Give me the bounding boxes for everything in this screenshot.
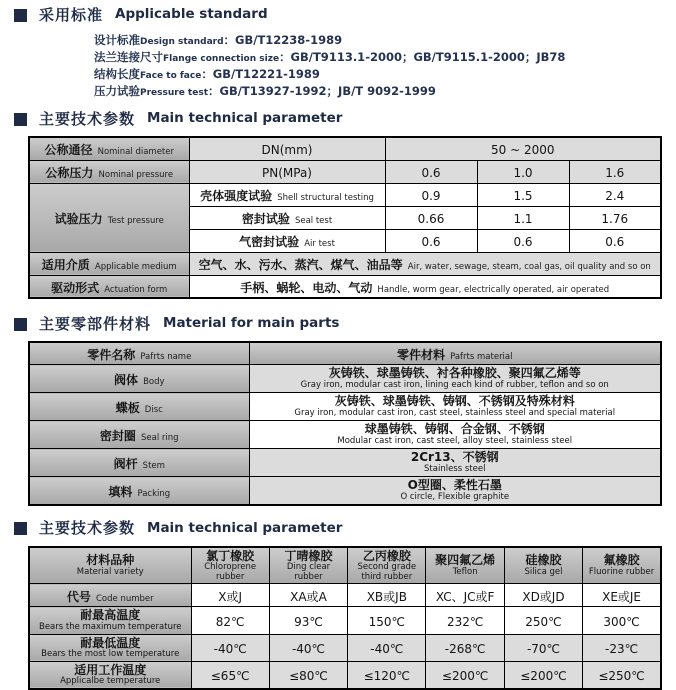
row-label-zh: 公称压力 [45,166,94,180]
header-zh: 丁晴橡胶 [284,548,333,563]
row-label [29,275,189,298]
row-label-zh: 耐最高温度 [80,608,141,623]
header-en: Teflon [452,566,478,577]
row-label-en: Applicalbe temperature [60,676,161,687]
section-marker-icon [14,113,27,126]
value-cell [269,607,347,634]
value-text: ≤120℃ [363,669,411,684]
header-en: Chloroprene rubber [204,561,257,582]
value-text: XB或JB [366,589,407,604]
row-label [29,365,249,393]
value-text: 1.1 [513,212,533,226]
value-text: -23℃ [605,642,639,657]
heading-en: Material for main parts [163,315,340,332]
standard-value: ：GB/T13927-1992；JB/T 9092-1999 [208,84,436,98]
value-cell [426,661,504,689]
value-text: 250℃ [525,615,562,629]
value-text: 232℃ [446,615,484,629]
row-label-en: Disc [144,405,163,415]
value-cell [504,584,582,607]
row-label-zh: 填料 [108,484,133,499]
value-text: XA或A [290,589,327,604]
heading-zh: 主要零部件材料 [39,314,152,333]
value-text: 1.6 [605,166,625,180]
header-cell-nitrile [269,547,347,584]
value-cell [385,229,477,252]
value-cell [426,607,504,634]
table-row-packing [29,477,661,505]
value-cell [385,206,477,229]
table-row-code-number [29,584,661,607]
header-cell-epdm [348,547,426,584]
value-text: XD或JD [522,589,565,604]
value-cell [249,449,661,477]
value-cell [348,661,426,689]
value-cell [569,183,661,206]
value-cell [477,206,569,229]
standard-value: ：GB/T9113.1-2000；GB/T9115.1-2000；JB78 [279,50,566,64]
table-row-applicable-medium [29,252,661,275]
param-zh: 密封试验 [241,212,290,226]
value-cell [569,229,661,252]
param-cell [189,229,385,252]
row-label-en: Seal ring [141,433,179,443]
row-label-en: Nominal diameter [97,147,174,158]
header-cell-teflon [426,547,504,584]
value-text: 0.66 [417,212,445,226]
heading-en: Main technical parameter [147,110,343,127]
value-text: 300℃ [603,615,640,629]
standard-line [94,83,662,100]
row-label-en: Packing [137,488,171,499]
row-label [29,183,189,252]
header-cell-fluorine [583,547,661,584]
header-en: Second grade third rubber [357,561,417,582]
value-cell [249,421,661,449]
header-zh: 材料品种 [86,553,135,568]
row-label-zh: 阀体 [113,373,138,387]
value-cell [504,634,582,661]
row-label-zh: 代号 [66,589,91,604]
standard-label-zh: 压力试验 [94,84,140,98]
value-zh: O型圈、柔性石墨 [407,478,502,493]
standard-label-en: Design standard [140,37,224,47]
row-label-zh: 试验压力 [54,212,103,226]
value-en: O circle, Flexible graphite [400,491,510,502]
value-cell [504,661,582,689]
technical-parameter-table [28,136,662,299]
value-en: Modular cast iron, cast steel, alloy steel, stainless steel [337,435,573,446]
value-text: -40℃ [291,642,326,657]
header-cell-material-variety [29,547,191,584]
param-zh: 壳体强度试验 [200,189,273,203]
value-cell [504,607,582,634]
value-text: XC、JC或F [435,589,495,604]
table-row-shell-test [29,183,661,206]
row-label-zh: 适用介质 [41,258,90,272]
heading-zh: 采用标准 [39,5,104,24]
row-label-zh: 适用工作温度 [74,662,147,677]
value-text: 150℃ [368,615,406,629]
table-row-seal-ring [29,421,661,449]
heading-zh: 主要技术参数 [39,519,136,537]
row-label [29,393,249,421]
row-label-en: Body [143,377,165,387]
row-label [29,449,249,477]
value-cell [426,584,504,607]
header-en: Pafrts name [140,352,192,362]
standard-label-zh: 设计标准 [94,33,140,47]
header-en: Pafrts material [450,352,513,362]
row-label-zh: 密封圈 [99,429,136,443]
value-cell [348,634,426,661]
value-cell [269,661,347,689]
value-text: ≤250℃ [598,669,645,684]
value-en: Stainless steel [424,463,486,474]
value-cell [569,206,661,229]
header-zh: 硅橡胶 [525,553,562,568]
value-en: Gray iron, modular cast iron, cast steel, stainless steel and special material [294,407,616,418]
value-cell [583,661,661,689]
row-label [29,661,191,689]
param-cell [189,206,385,229]
param-text: DN(mm) [261,143,313,158]
section-heading-applicable-standard [14,6,662,24]
row-label-en: Test pressure [107,216,164,226]
value-text: 0.6 [513,235,533,249]
value-cell [189,252,661,275]
section-marker-icon [14,522,27,535]
header-zh: 氟橡胶 [603,553,640,568]
standard-label-en: Face to face [140,71,202,81]
value-cell [191,607,269,634]
value-cell [569,160,661,183]
value-text: 1.76 [601,212,629,226]
table-row-nominal-diameter [29,137,661,160]
standard-line [94,49,662,66]
standards-list [94,32,662,100]
standard-label-zh: 结构长度 [94,67,140,81]
header-cell-silica [504,547,582,584]
table-row-disc [29,393,661,421]
row-label-zh: 驱动形式 [51,280,100,295]
value-cell [191,661,269,689]
value-text: X或J [218,589,243,604]
value-cell [477,229,569,252]
param-text: PN(MPa) [262,166,312,180]
standard-label-en: Flange connection size [163,54,280,64]
standard-label-en: Pressure test [140,88,209,98]
row-label [29,477,249,505]
row-label-zh: 阀杆 [113,457,138,471]
section-heading-main-technical-parameter [14,110,662,128]
value-text: 1.5 [513,189,533,203]
value-text: XE或JE [602,589,642,604]
param-cell [189,160,385,183]
row-label-zh: 蝶板 [115,401,140,415]
header-en: Silica gel [524,566,563,577]
section-marker-icon [14,9,27,22]
header-en: Material variety [76,566,144,577]
row-label-zh: 公称通径 [44,143,93,158]
header-zh: 零件名称 [87,348,136,362]
value-cell [583,607,661,634]
value-cell [249,393,661,421]
section-heading-material-main-parts [14,315,662,333]
row-label-en: Bears the most low temperature [41,648,180,659]
value-text: ≤80℃ [289,669,328,684]
value-text: 93℃ [294,615,323,629]
heading-en: Applicable standard [115,6,268,23]
value-text: -40℃ [370,642,404,657]
table-row-nominal-pressure [29,160,661,183]
header-en: Fluorine rubber [588,566,655,577]
value-en: Gray iron, modular cast iron, lining each kind of rubber, teflon and so on [300,379,609,390]
value-cell [191,584,269,607]
header-cell-parts-name [29,342,249,365]
value-text: 0.9 [421,189,441,203]
standard-line [94,66,662,83]
row-label [29,160,189,183]
standard-line [94,32,662,49]
value-text: 1.0 [513,166,533,180]
row-label-en: Nominal pressure [98,170,174,180]
value-text: ≤65℃ [210,669,250,684]
value-zh: 灰铸铁、球墨铸铁、铸钢、不锈钢及特殊材料 [334,394,575,409]
header-cell-chloroprene [191,547,269,584]
heading-en: Main technical parameter [147,519,343,536]
table-header-row [29,547,661,584]
standard-value: ：GB/T12238-1989 [223,33,343,47]
table-row-body [29,365,661,393]
value-text: -268℃ [444,642,486,657]
value-cell [348,607,426,634]
row-label-zh: 耐最低温度 [80,635,141,650]
material-parts-table [28,341,662,506]
value-cell [191,634,269,661]
value-cell [269,584,347,607]
table-row-min-temperature [29,634,661,661]
param-cell [189,137,385,160]
table-row-working-temperature [29,661,661,689]
param-en: Air test [304,239,335,249]
standard-label-zh: 法兰连接尺寸 [94,50,163,64]
row-label-en: Stem [142,461,165,471]
value-zh: 灰铸铁、球墨铸铁、衬各种橡胶、聚四氟乙烯等 [328,366,581,381]
value-cell [348,584,426,607]
table-header-row [29,342,661,365]
table-row-max-temperature [29,607,661,634]
rubber-material-table [28,546,662,690]
value-cell [583,634,661,661]
value-zh: 空气、水、污水、蒸汽、煤气、油品等 [198,258,403,272]
value-text: 0.6 [605,235,625,249]
table-row-actuation-form [29,275,661,298]
section-marker-icon [14,318,27,331]
header-zh: 零件材料 [397,348,446,362]
header-en: Ding clear rubber [286,561,331,582]
row-label-en: Bears the maximum temperature [38,621,182,632]
value-en: Air, water, sewage, steam, coal gas, oil quality and so on [407,262,651,272]
value-cell [477,183,569,206]
value-text: 2.4 [605,189,625,203]
value-cell [189,275,661,298]
row-label [29,421,249,449]
value-text: -40℃ [213,642,247,657]
value-cell [269,634,347,661]
header-cell-parts-material [249,342,661,365]
param-cell [189,183,385,206]
value-zh: 球墨铸铁、铸钢、合金钢、不锈钢 [364,422,545,437]
value-cell [385,137,661,160]
value-text: 82℃ [215,615,245,629]
value-zh: 2Cr13、不锈钢 [410,450,499,465]
row-label [29,137,189,160]
table-row-stem [29,449,661,477]
value-cell [477,160,569,183]
header-zh: 乙丙橡胶 [362,548,411,563]
value-cell [385,183,477,206]
header-zh: 氯丁橡胶 [206,548,255,563]
value-text: 0.6 [421,166,441,180]
heading-zh: 主要技术参数 [39,109,136,128]
value-text: ≤200℃ [441,669,489,684]
value-cell [583,584,661,607]
value-cell [249,477,661,505]
value-cell [249,365,661,393]
value-text: -70℃ [526,642,561,657]
value-en: Handle, worm gear, electrically operated, air operated [377,284,610,295]
param-en: Seal test [294,216,333,226]
param-zh: 气密封试验 [239,235,300,249]
standard-value: ：GB/T12221-1989 [201,67,320,81]
value-text: 50 ~ 2000 [491,143,555,158]
row-label-en: Applicable medium [94,262,177,272]
row-label-en: Actuation form [104,284,168,295]
param-en: Shell structural testing [277,193,374,203]
value-cell [385,160,477,183]
value-text: 0.6 [421,235,441,249]
row-label [29,584,191,607]
value-text: ≤200℃ [520,669,567,684]
row-label-en: Code number [95,593,154,604]
value-cell [426,634,504,661]
row-label [29,634,191,661]
header-zh: 聚四氟乙烯 [435,553,496,568]
section-heading-rubber-parameters [14,520,662,538]
value-zh: 手柄、蜗轮、电动、气动 [240,280,373,295]
row-label [29,607,191,634]
row-label [29,252,189,275]
